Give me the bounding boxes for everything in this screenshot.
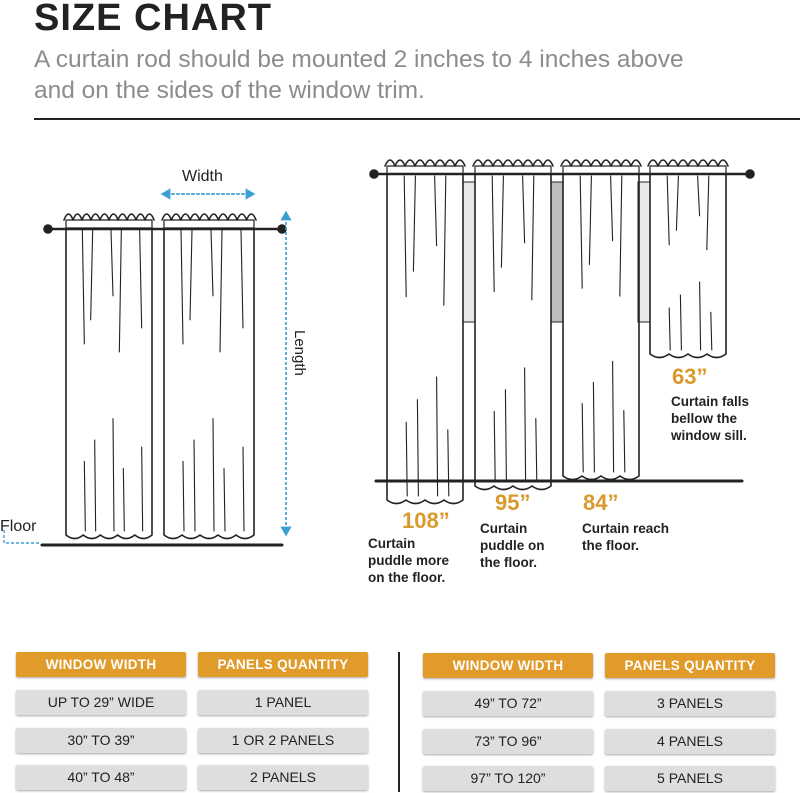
left-panel-2-pocket bbox=[164, 220, 254, 228]
length-108-description bbox=[368, 535, 449, 586]
panel-108-fold bbox=[435, 176, 437, 246]
length-63-value: 63” bbox=[672, 364, 708, 389]
panel-108-header bbox=[385, 160, 465, 166]
panel-84-header bbox=[561, 160, 641, 166]
desc-line: window sill. bbox=[671, 428, 747, 443]
panel-95-body bbox=[475, 174, 551, 490]
desc-line: Curtain reach bbox=[582, 521, 670, 536]
panel-108-fold bbox=[404, 176, 406, 297]
panel-108-fold bbox=[437, 377, 438, 496]
left-panel-1-fold bbox=[91, 230, 93, 320]
desc-line: puddle more bbox=[368, 553, 450, 568]
left-rod-finial bbox=[44, 225, 52, 233]
panel-84-fold bbox=[611, 176, 613, 241]
panel-95-fold bbox=[536, 419, 537, 482]
left-panel-1-fold bbox=[142, 447, 143, 531]
left-panel-2-body bbox=[164, 228, 254, 539]
left-panel-1-fold bbox=[123, 469, 124, 531]
panel-84-fold bbox=[593, 382, 594, 472]
table-cell: 3 PANELS bbox=[605, 691, 775, 716]
length-63-description bbox=[671, 393, 749, 444]
floor-label: Floor bbox=[0, 518, 37, 535]
right-rod-finial bbox=[370, 170, 378, 178]
desc-line: the floor. bbox=[480, 555, 537, 570]
left-panel-2-fold bbox=[220, 230, 222, 352]
panel-63-fold bbox=[700, 282, 701, 350]
panel-63-fold bbox=[676, 176, 678, 230]
length-95-description bbox=[480, 520, 545, 571]
left-panel-2-fold bbox=[181, 230, 183, 344]
left-panel-1-fold bbox=[95, 440, 96, 531]
desc-line: Curtain bbox=[368, 536, 416, 551]
length-label: Length bbox=[291, 330, 308, 376]
left-panel-1-fold bbox=[82, 230, 84, 344]
panel-95-fold bbox=[501, 176, 503, 267]
left-panels-quantity-header: PANELS QUANTITY bbox=[198, 652, 368, 677]
left-panel-1-fold bbox=[113, 419, 114, 531]
panel-63-fold bbox=[698, 176, 700, 216]
panel-84-fold bbox=[624, 411, 625, 472]
desc-line: puddle on bbox=[480, 538, 545, 553]
panel-84-fold bbox=[582, 404, 583, 472]
left-panel-2-fold bbox=[243, 447, 244, 531]
right-rod-finial bbox=[746, 170, 754, 178]
length-108-value: 108” bbox=[402, 508, 450, 533]
left-panel-1-body bbox=[66, 228, 152, 539]
panel-108-body bbox=[387, 174, 463, 504]
table-cell: UP TO 29” WIDE bbox=[16, 690, 186, 715]
panel-63-fold bbox=[667, 176, 669, 245]
length-95-value: 95” bbox=[495, 490, 531, 515]
table-cell: 73” TO 96” bbox=[423, 729, 593, 754]
panel-84-fold bbox=[589, 176, 591, 264]
table-cell: 5 PANELS bbox=[605, 766, 775, 791]
panel-95-fold bbox=[523, 176, 525, 243]
left-panel-2-fold bbox=[183, 461, 184, 531]
desc-line: the floor. bbox=[582, 538, 639, 553]
subtitle-line-1: A curtain rod should be mounted 2 inches to 4 inches above bbox=[34, 46, 684, 73]
panel-84-body bbox=[563, 174, 639, 480]
window-frame-left bbox=[463, 182, 475, 322]
panel-95-fold bbox=[492, 176, 494, 292]
left-rod-finial bbox=[278, 225, 286, 233]
table-cell: 2 PANELS bbox=[198, 765, 368, 790]
right-window-width-header: WINDOW WIDTH bbox=[423, 653, 593, 678]
left-panel-1-fold bbox=[140, 230, 142, 328]
panel-63-header bbox=[648, 160, 728, 166]
panel-63-body bbox=[650, 174, 726, 358]
left-panel-2-fold bbox=[224, 469, 225, 531]
left-panel-2-fold bbox=[241, 230, 243, 328]
left-panel-1-pocket bbox=[66, 220, 152, 228]
left-panel-1-header bbox=[64, 214, 154, 220]
length-84-value: 84” bbox=[583, 490, 619, 515]
length-84-description bbox=[582, 520, 669, 554]
panel-108-fold bbox=[448, 430, 449, 496]
panel-108-fold bbox=[406, 422, 407, 496]
panel-95-fold bbox=[532, 176, 534, 300]
panel-63-fold bbox=[711, 312, 712, 350]
panel-108-fold bbox=[444, 176, 446, 305]
desc-line: Curtain bbox=[480, 521, 528, 536]
panel-84-fold bbox=[620, 176, 622, 296]
table-cell: 49” TO 72” bbox=[423, 691, 593, 716]
left-panel-2-fold bbox=[213, 419, 214, 531]
width-label: Width bbox=[182, 168, 223, 185]
panel-84-fold bbox=[613, 361, 614, 472]
panel-63-fold bbox=[707, 176, 709, 250]
panel-95-header bbox=[473, 160, 553, 166]
table-cell: 1 OR 2 PANELS bbox=[198, 728, 368, 753]
table-cell: 1 PANEL bbox=[198, 690, 368, 715]
left-window-width-header: WINDOW WIDTH bbox=[16, 652, 186, 677]
window-frame-middle bbox=[551, 182, 563, 322]
panel-95-fold bbox=[505, 390, 506, 482]
desc-line: bellow the bbox=[671, 411, 738, 426]
table-divider bbox=[398, 652, 400, 792]
left-panel-2-header bbox=[162, 214, 256, 220]
desc-line: on the floor. bbox=[368, 570, 446, 585]
table-cell: 30” TO 39” bbox=[16, 728, 186, 753]
right-panels-quantity-header: PANELS QUANTITY bbox=[605, 653, 775, 678]
left-panel-1-fold bbox=[111, 230, 113, 296]
panel-63-fold bbox=[669, 308, 670, 350]
panel-95-fold bbox=[525, 368, 526, 482]
left-panel-2-fold bbox=[194, 440, 195, 531]
page-title: SIZE CHART bbox=[34, 0, 272, 39]
panel-95-fold bbox=[494, 411, 495, 482]
desc-line: Curtain falls bbox=[671, 394, 750, 409]
subtitle-line-2: and on the sides of the window trim. bbox=[34, 77, 425, 104]
panel-63-fold bbox=[680, 295, 681, 350]
panel-108-fold bbox=[413, 176, 415, 271]
left-panel-2-fold bbox=[190, 230, 192, 320]
panel-84-fold bbox=[580, 176, 582, 288]
table-cell: 97” TO 120” bbox=[423, 766, 593, 791]
table-cell: 40” TO 48” bbox=[16, 765, 186, 790]
table-cell: 4 PANELS bbox=[605, 729, 775, 754]
left-panel-1-fold bbox=[84, 461, 85, 531]
left-panel-2-fold bbox=[211, 230, 213, 296]
left-panel-1-fold bbox=[119, 230, 121, 352]
